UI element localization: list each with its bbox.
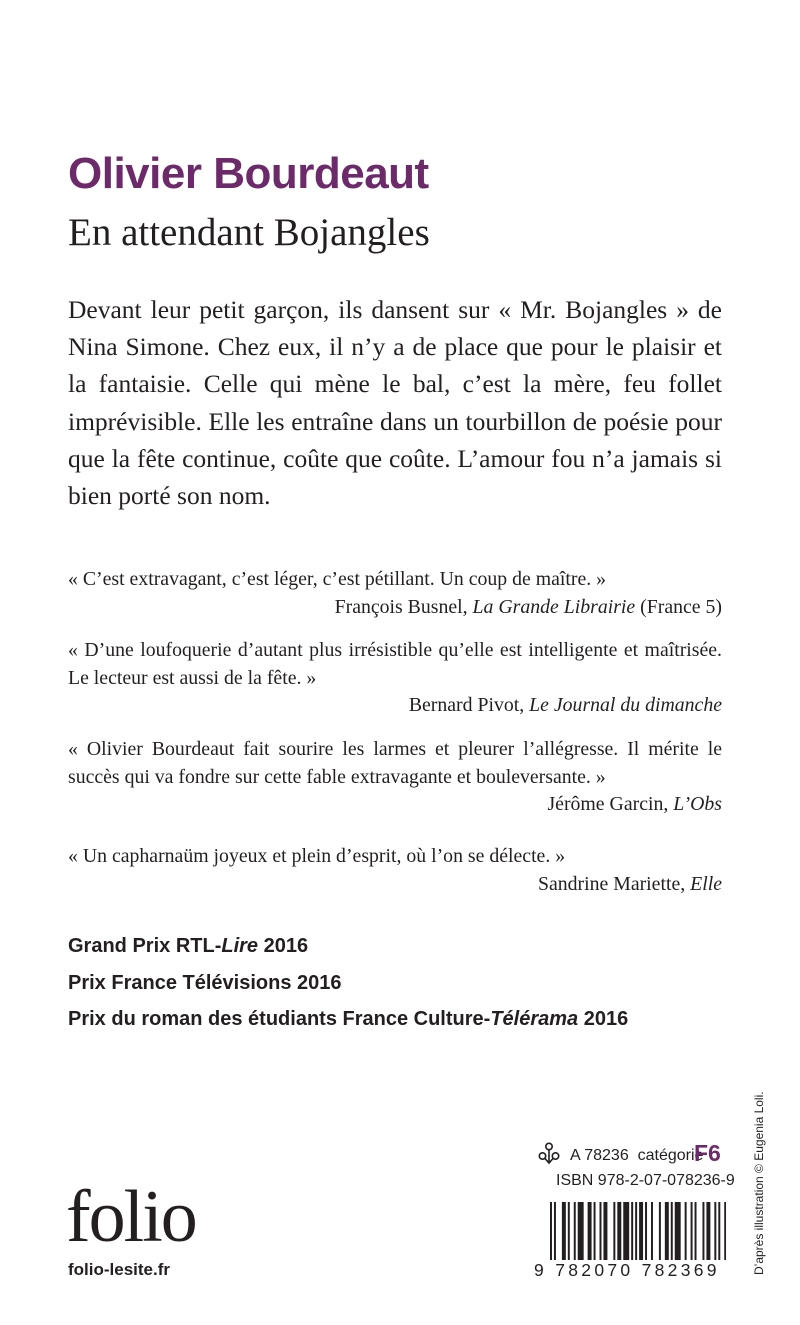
- review-quote: [68, 566, 722, 621]
- barcode-bar: [702, 1202, 704, 1260]
- quote-source: Le Journal du dimanche: [529, 694, 722, 716]
- barcode-bar: [671, 1202, 673, 1260]
- illustration-credit: D’après illustration © Eugenia Loli.: [752, 1091, 766, 1275]
- folio-emblem-icon: [537, 1141, 561, 1167]
- quote-author: François Busnel,: [334, 595, 468, 618]
- catalog-code: A 78236 catégorie: [570, 1147, 704, 1164]
- category-code: F6: [694, 1140, 721, 1166]
- barcode-bar: [574, 1202, 576, 1260]
- quote-attribution: [68, 692, 722, 720]
- prize-line: Prix France Télévisions 2016: [68, 972, 342, 994]
- barcode-bar: [691, 1202, 693, 1260]
- prize-line: Prix du roman des étudiants France Culture-Télérama 2016: [68, 1008, 629, 1030]
- quote-source: L’Obs: [673, 793, 722, 815]
- review-quote: [68, 843, 722, 898]
- quote-author: Jérôme Garcin,: [547, 793, 669, 815]
- barcode-bar: [623, 1202, 629, 1260]
- barcode-bar: [685, 1202, 687, 1260]
- barcode-bar: [659, 1202, 661, 1260]
- quote-author: Bernard Pivot,: [408, 694, 525, 716]
- barcode-digits: 9 782070 782369: [534, 1260, 720, 1280]
- quote-attribution: [68, 791, 722, 819]
- publisher-website: folio-lesite.fr: [68, 1260, 171, 1279]
- barcode-bar: [718, 1202, 720, 1260]
- folio-logo: folio: [66, 1176, 196, 1258]
- quote-text: « Un capharnaüm joyeux et plein d’esprit, où l’on se délecte. »: [68, 845, 566, 867]
- review-quote: [68, 637, 722, 720]
- quote-source: Elle: [690, 872, 722, 895]
- quote-text: « C’est extravagant, c’est léger, c’est pétillant. Un coup de maître. »: [68, 568, 607, 590]
- quote-attribution: [68, 871, 722, 899]
- quote-author: Sandrine Mariette,: [537, 872, 686, 895]
- barcode-bar: [714, 1202, 716, 1260]
- barcode-bar: [724, 1202, 726, 1260]
- barcode-bar: [675, 1202, 681, 1260]
- barcode-bar: [562, 1202, 566, 1260]
- barcode-bar: [554, 1202, 556, 1260]
- barcode-bar: [645, 1202, 647, 1260]
- barcode-bar: [588, 1202, 592, 1260]
- barcode-bar: [706, 1202, 710, 1260]
- barcode-bar: [613, 1202, 615, 1260]
- barcode-bar: [594, 1202, 596, 1260]
- synopsis: Devant leur petit garçon, ils dansent sur « Mr. Bojangles » de Nina Simone. Chez eux, il n’y a de place que pour le plaisir et la fantaisie. Celle qui mène le bal, c’est la mère, feu follet imprévisible. Elle les entraîne dans un tourbillon de poésie pour que la fête continue, coûte que coûte. L’amour fou n’a jamais si bien porté son nom.: [68, 295, 722, 511]
- quote-source-extra: (France 5): [640, 595, 722, 618]
- barcode-bar: [635, 1202, 637, 1260]
- barcode-bar: [600, 1202, 602, 1260]
- barcode-bar: [617, 1202, 621, 1260]
- book-title: En attendant Bojangles: [68, 211, 430, 254]
- isbn: ISBN 978-2-07-078236-9: [556, 1172, 735, 1189]
- barcode-bar: [639, 1202, 643, 1260]
- quote-attribution: [68, 594, 722, 622]
- barcode-bar: [665, 1202, 669, 1260]
- review-quote: [68, 736, 722, 819]
- prize-line: Grand Prix RTL-Lire 2016: [68, 935, 309, 957]
- barcode-bar: [651, 1202, 653, 1260]
- barcode-bar: [603, 1202, 607, 1260]
- barcode-bar: [568, 1202, 570, 1260]
- author-name: Olivier Bourdeaut: [68, 149, 429, 198]
- barcode-bar: [550, 1202, 552, 1260]
- quote-text: « Olivier Bourdeaut fait sourire les larmes et pleurer l’allégresse. Il mérite le succès qui va fondre sur cette fable extravagante et bouleversante. »: [68, 738, 722, 788]
- barcode-bar: [695, 1202, 697, 1260]
- barcode-bar: [578, 1202, 584, 1260]
- quote-source: La Grande Librairie: [472, 595, 636, 618]
- barcode: [549, 1202, 726, 1266]
- barcode-bar: [631, 1202, 633, 1260]
- quote-text: « D’une loufoquerie d’autant plus irrésistible qu’elle est intelligente et maîtrisée. Le lecteur est aussi de la fête. »: [68, 639, 722, 689]
